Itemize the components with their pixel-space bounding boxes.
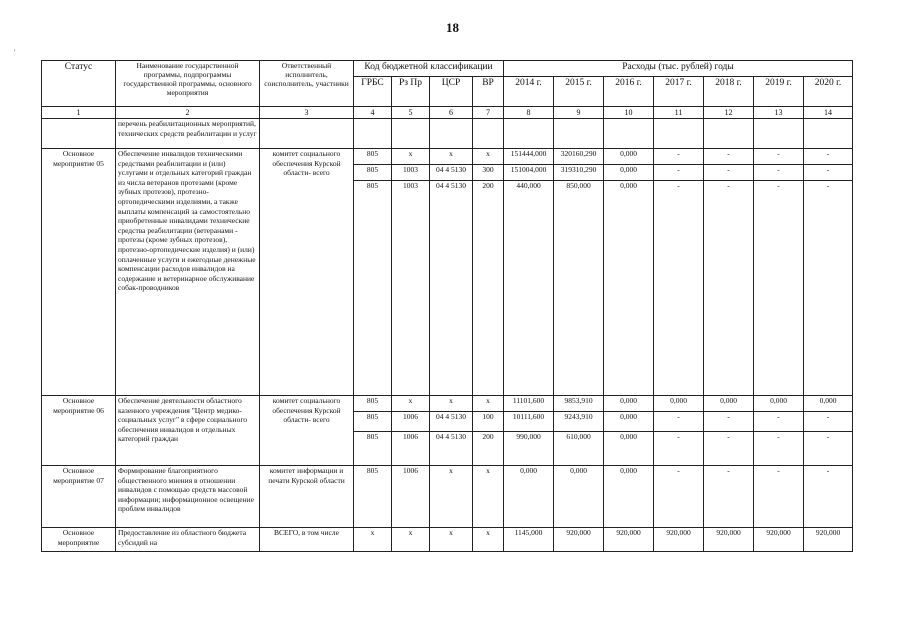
header-year: 2019 г. xyxy=(754,77,804,107)
header-vr: ВР xyxy=(473,77,504,107)
rzpr-cell: 1006 xyxy=(392,412,430,432)
header-year: 2020 г. xyxy=(804,77,853,107)
y2020-cell: - xyxy=(804,432,853,466)
y2019-cell: - xyxy=(754,165,804,181)
header-name: Наименование государственной программы, подпрограммы государственной программы, основного мероприятия xyxy=(116,61,260,107)
continuation-row xyxy=(42,119,853,149)
col-number: 5 xyxy=(392,107,430,119)
grbs-cell: x xyxy=(354,528,392,552)
y2017-cell: 0,000 xyxy=(654,396,704,412)
header-year: 2018 г. xyxy=(704,77,754,107)
vr-cell: x xyxy=(473,466,504,528)
vr-cell: x xyxy=(473,528,504,552)
y2014-cell: 1145,000 xyxy=(504,528,554,552)
y2016-cell: 0,000 xyxy=(604,466,654,528)
csr-cell: x xyxy=(430,466,473,528)
continuation-text: перечень реабилитационных мероприятий, технических средств реабилитации и услуг xyxy=(116,119,260,149)
y2018-cell: - xyxy=(704,181,754,396)
table-row xyxy=(42,466,853,528)
y2015-cell: 850,000 xyxy=(554,181,604,396)
y2018-cell: - xyxy=(704,466,754,528)
y2020-cell: - xyxy=(804,165,853,181)
y2018-cell: - xyxy=(704,165,754,181)
y2019-cell: - xyxy=(754,432,804,466)
responsible-cell: комитет социального обеспечения Курской области- всего xyxy=(260,149,354,396)
grbs-cell: 805 xyxy=(354,396,392,412)
vr-cell: 200 xyxy=(473,432,504,466)
y2018-cell: - xyxy=(704,149,754,165)
y2014-cell: 151444,000 xyxy=(504,149,554,165)
col-number: 3 xyxy=(260,107,354,119)
y2014-cell: 10111,600 xyxy=(504,412,554,432)
y2016-cell: 0,000 xyxy=(604,165,654,181)
header-expenses: Расходы (тыс. рублей) годы xyxy=(504,61,853,77)
grbs-cell: 805 xyxy=(354,432,392,466)
header-status: Статус xyxy=(42,61,116,107)
grbs-cell: 805 xyxy=(354,181,392,396)
y2018-cell: 920,000 xyxy=(704,528,754,552)
y2019-cell: - xyxy=(754,181,804,396)
y2014-cell: 990,000 xyxy=(504,432,554,466)
col-number: 6 xyxy=(430,107,473,119)
csr-cell: x xyxy=(430,528,473,552)
col-number: 13 xyxy=(754,107,804,119)
y2017-cell: - xyxy=(654,165,704,181)
budget-table xyxy=(41,60,853,552)
y2020-cell: - xyxy=(804,412,853,432)
y2014-cell: 0,000 xyxy=(504,466,554,528)
y2017-cell: - xyxy=(654,466,704,528)
col-number: 9 xyxy=(554,107,604,119)
y2019-cell: 920,000 xyxy=(754,528,804,552)
y2015-cell: 9243,910 xyxy=(554,412,604,432)
y2020-cell: 0,000 xyxy=(804,396,853,412)
csr-cell: 04 4 5130 xyxy=(430,181,473,396)
y2016-cell: 920,000 xyxy=(604,528,654,552)
margin-mark: ' xyxy=(14,48,16,57)
grbs-cell: 805 xyxy=(354,149,392,165)
y2015-cell: 0,000 xyxy=(554,466,604,528)
vr-cell: 300 xyxy=(473,165,504,181)
y2020-cell: - xyxy=(804,181,853,396)
status-cell: Основное мероприятие 05 xyxy=(42,149,116,396)
y2019-cell: - xyxy=(754,149,804,165)
vr-cell: x xyxy=(473,149,504,165)
y2017-cell: - xyxy=(654,149,704,165)
page-number: 18 xyxy=(446,20,459,35)
header-responsible: Ответственный исполнитель, соисполнитель, участники xyxy=(260,61,354,107)
y2016-cell: 0,000 xyxy=(604,432,654,466)
y2020-cell: 920,000 xyxy=(804,528,853,552)
header-year: 2015 г. xyxy=(554,77,604,107)
rzpr-cell: x xyxy=(392,528,430,552)
y2014-cell: 151004,000 xyxy=(504,165,554,181)
y2017-cell: - xyxy=(654,432,704,466)
col-number: 11 xyxy=(654,107,704,119)
grbs-cell: 805 xyxy=(354,466,392,528)
grbs-cell: 805 xyxy=(354,412,392,432)
y2016-cell: 0,000 xyxy=(604,396,654,412)
vr-cell: x xyxy=(473,396,504,412)
y2020-cell: - xyxy=(804,466,853,528)
y2015-cell: 319310,290 xyxy=(554,165,604,181)
y2017-cell: 920,000 xyxy=(654,528,704,552)
y2015-cell: 610,000 xyxy=(554,432,604,466)
header-year: 2014 г. xyxy=(504,77,554,107)
y2015-cell: 920,000 xyxy=(554,528,604,552)
col-number: 4 xyxy=(354,107,392,119)
rzpr-cell: x xyxy=(392,149,430,165)
y2018-cell: - xyxy=(704,412,754,432)
responsible-cell: ВСЕГО, в том числе xyxy=(260,528,354,552)
table-row xyxy=(42,396,853,412)
measure-name-cell: Предоставление из областного бюджета субсидий на xyxy=(116,528,260,552)
col-number: 1 xyxy=(42,107,116,119)
y2018-cell: - xyxy=(704,432,754,466)
y2015-cell: 9853,910 xyxy=(554,396,604,412)
csr-cell: 04 4 5130 xyxy=(430,412,473,432)
rzpr-cell: 1006 xyxy=(392,432,430,466)
col-number: 2 xyxy=(116,107,260,119)
y2017-cell: - xyxy=(654,181,704,396)
rzpr-cell: 1003 xyxy=(392,181,430,396)
status-cell: Основное мероприятие 06 xyxy=(42,396,116,466)
rzpr-cell: 1006 xyxy=(392,466,430,528)
measure-name-cell: Обеспечение инвалидов техническими средствами реабилитации и (или) услугами и отдельных категорий граждан из числа ветеранов протезами (кроме зубных протезов), протезно-ортопедическими изделиями, а также выплаты компенсаций за самостоятельно приобретенные инвалидами технические средства реабилитации (ветеранами - протезы (кроме зубных протезов), протезно-ортопедические изделия) и (или) оплаченные услуги и ежегодные денежные компенсации расходов инвалидов на содержание и ветеринарное обслуживание собак-проводников xyxy=(116,149,260,396)
measure-name-cell: Обеспечение деятельности областного казенного учреждения "Центр медико-социальных услуг" в сфере социального обеспечения инвалидов и отдельных категорий граждан xyxy=(116,396,260,466)
rzpr-cell: x xyxy=(392,396,430,412)
y2015-cell: 320160,290 xyxy=(554,149,604,165)
header-csr: ЦСР xyxy=(430,77,473,107)
rzpr-cell: 1003 xyxy=(392,165,430,181)
y2019-cell: 0,000 xyxy=(754,396,804,412)
header-budget-code: Код бюджетной классификации xyxy=(354,61,504,77)
table-row xyxy=(42,528,853,552)
grbs-cell: 805 xyxy=(354,165,392,181)
responsible-cell: комитет социального обеспечения Курской области- всего xyxy=(260,396,354,466)
header-rzpr: Рз Пр xyxy=(392,77,430,107)
col-number: 8 xyxy=(504,107,554,119)
csr-cell: 04 4 5130 xyxy=(430,165,473,181)
y2016-cell: 0,000 xyxy=(604,181,654,396)
status-cell: Основное мероприятие 07 xyxy=(42,466,116,528)
measure-name-cell: Формирование благоприятного общественного мнения в отношении инвалидов с помощью средств массовой информации; информационное освещение проблем инвалидов xyxy=(116,466,260,528)
col-number: 7 xyxy=(473,107,504,119)
header-year: 2016 г. xyxy=(604,77,654,107)
y2014-cell: 440,000 xyxy=(504,181,554,396)
responsible-cell: комитет информации и печати Курской области xyxy=(260,466,354,528)
y2019-cell: - xyxy=(754,466,804,528)
header-grbs: ГРБС xyxy=(354,77,392,107)
y2018-cell: 0,000 xyxy=(704,396,754,412)
table-row xyxy=(42,149,853,165)
y2014-cell: 11101,600 xyxy=(504,396,554,412)
status-cell: Основное мероприятие xyxy=(42,528,116,552)
vr-cell: 200 xyxy=(473,181,504,396)
col-number: 12 xyxy=(704,107,754,119)
y2020-cell: - xyxy=(804,149,853,165)
header-year: 2017 г. xyxy=(654,77,704,107)
csr-cell: 04 4 5130 xyxy=(430,432,473,466)
y2016-cell: 0,000 xyxy=(604,412,654,432)
y2016-cell: 0,000 xyxy=(604,149,654,165)
col-number: 14 xyxy=(804,107,853,119)
csr-cell: x xyxy=(430,396,473,412)
vr-cell: 100 xyxy=(473,412,504,432)
y2017-cell: - xyxy=(654,412,704,432)
col-number: 10 xyxy=(604,107,654,119)
y2019-cell: - xyxy=(754,412,804,432)
csr-cell: x xyxy=(430,149,473,165)
